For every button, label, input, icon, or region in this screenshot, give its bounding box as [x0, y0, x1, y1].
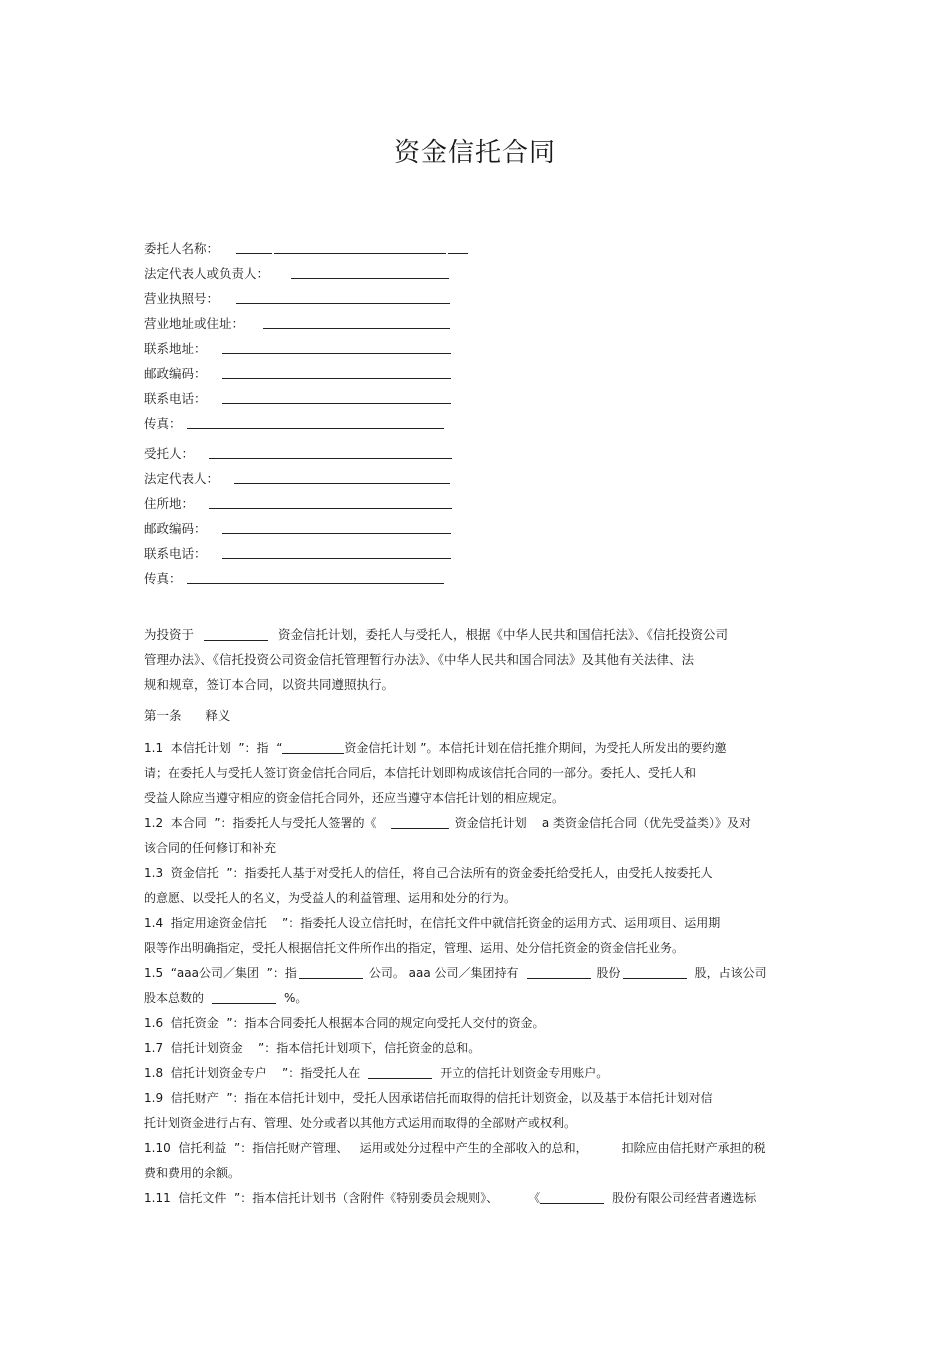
entrustor-info [144, 232, 468, 432]
text-line [144, 622, 799, 647]
field-label: 委托人名称： [144, 241, 220, 256]
text-line: 费和费用的余额。 [144, 1166, 241, 1180]
fill-line[interactable] [222, 532, 451, 534]
field-label: 受托人： [144, 446, 195, 461]
fill-line[interactable] [291, 277, 449, 279]
fill-blank[interactable] [540, 1191, 604, 1204]
fill-line[interactable] [234, 482, 450, 484]
text-segment: 1.10 信托利益 ”：指信托财产管理、 运用或处分过程中产生的全部收入的总和， [144, 1141, 588, 1155]
fill-line[interactable] [236, 252, 272, 254]
fill-line[interactable] [187, 427, 444, 429]
document-title: 资金信托合同 [393, 138, 556, 168]
entrustor-name-row [144, 232, 468, 257]
fill-line[interactable] [209, 457, 452, 459]
text-segment: 扣除应由信托财产承担的税 [621, 1141, 766, 1155]
text-segment: 《 [528, 1191, 541, 1205]
field-label: 营业地址或住址： [144, 316, 245, 331]
clauses-section [144, 736, 804, 1211]
trustee-name-row [144, 437, 452, 462]
fill-line[interactable] [209, 507, 452, 509]
trustee-info [144, 437, 452, 587]
fill-line[interactable] [274, 252, 446, 254]
text-segment: 为投资于 [144, 627, 195, 642]
heading-text: 第一条 释义 [144, 708, 231, 723]
fill-blank[interactable] [204, 628, 268, 641]
field-label: 住所地： [144, 496, 195, 511]
text-segment: 1.11 信托文件 ”：指本信托计划书（含附件《特别委员会规则》、 [144, 1191, 499, 1205]
field-label: 法定代表人： [144, 471, 220, 486]
text-segment: 股，占该公司 [694, 966, 767, 980]
text-line: 请；在委托人与受托人签订资金信托合同后，本信托计划即构成该信托合同的一部分。委托人、受托人和 [144, 766, 697, 780]
fill-blank[interactable] [527, 966, 591, 979]
field-label: 联系电话： [144, 546, 207, 561]
text-line: 托计划资金进行占有、管理、处分或者以其他方式运用而取得的全部财产或权利。 [144, 1116, 577, 1130]
entrustor-contact-address-row [144, 332, 468, 357]
text-segment: 股份 [596, 966, 621, 980]
fill-blank[interactable] [391, 816, 449, 829]
trustee-postcode-row [144, 512, 452, 537]
entrustor-legal-rep-row [144, 257, 468, 282]
clause-1-7: 1.7 信托计划资金 ”：指本信托计划项下，信托资金的总和。 [144, 1041, 481, 1055]
clause-1-6: 1.6 信托资金 ”：指本合同委托人根据本合同的规定向受托人交付的资金。 [144, 1016, 545, 1030]
trustee-fax-row [144, 562, 452, 587]
field-label: 传真： [144, 416, 182, 431]
text-segment: 资金信托计划 a 类资金信托合同（优先受益类）》及对 [454, 816, 751, 830]
trustee-domicile-row [144, 487, 452, 512]
fill-blank[interactable] [368, 1066, 432, 1079]
clause-1-8 [144, 1061, 804, 1086]
clause-1-11 [144, 1186, 804, 1211]
entrustor-address-row [144, 307, 468, 332]
text-segment: 开立的信托计划资金专用账户。 [440, 1066, 609, 1080]
entrustor-fax-row [144, 407, 468, 432]
text-segment: 资金信托计划 ”。本信托计划在信托推介期间，为受托人所发出的要约邀 [344, 741, 727, 755]
clause-1-2 [144, 811, 804, 836]
text-line: 的意愿、以受托人的名义，为受益人的利益管理、运用和处分的行为。 [144, 891, 517, 905]
fill-line[interactable] [222, 557, 451, 559]
field-label: 联系地址： [144, 341, 207, 356]
text-segment: 1.1 本信托计划 ”：指 “ [144, 741, 283, 755]
field-label: 邮政编码： [144, 366, 207, 381]
clause-1-10 [144, 1136, 804, 1161]
fill-line[interactable] [222, 377, 451, 379]
field-label: 传真： [144, 571, 182, 586]
trustee-legal-rep-row [144, 462, 452, 487]
text-segment: 1.2 本合同 ”：指委托人与受托人签署的《 [144, 816, 377, 830]
text-line: 该合同的任何修订和补充 [144, 841, 277, 855]
field-label: 联系电话： [144, 391, 207, 406]
text-line: 管理办法》、《信托投资公司资金信托管理暂行办法》、《中华人民共和国合同法》及其他有关法律、法 [144, 652, 695, 667]
text-segment: 资金信托计划，委托人与受托人，根据《中华人民共和国信托法》、《信托投资公司 [277, 627, 728, 642]
clause-1-1 [144, 736, 804, 761]
text-line: 规和规章，签订本合同，以资共同遵照执行。 [144, 677, 395, 692]
entrustor-phone-row [144, 382, 468, 407]
text-segment: 1.8 信托计划资金专户 ”：指受托人在 [144, 1066, 361, 1080]
text-segment: 1.5 “aaa公司／集团 ”：指 [144, 966, 297, 980]
article-heading [144, 703, 799, 728]
clause-1-3: 1.3 资金信托 ”：指委托人基于对受托人的信任，将自己合法所有的资金委托给受托人，由受托人按委托人 [144, 866, 713, 880]
fill-line[interactable] [222, 352, 451, 354]
trustee-phone-row [144, 537, 452, 562]
text-segment: 股本总数的 [144, 991, 205, 1005]
text-segment: %。 [284, 991, 308, 1005]
entrustor-postcode-row [144, 357, 468, 382]
clause-1-5 [144, 961, 804, 986]
fill-line[interactable] [222, 402, 451, 404]
fill-blank[interactable] [282, 741, 344, 754]
fill-blank[interactable] [623, 966, 687, 979]
text-line: 受益人除应当遵守相应的资金信托合同外，还应当遵守本信托计划的相应规定。 [144, 791, 565, 805]
clause-1-4: 1.4 指定用途资金信托 ”：指委托人设立信托时，在信托文件中就信托资金的运用方式、运用项目、运用期 [144, 916, 721, 930]
text-line [144, 986, 804, 1011]
text-line: 限等作出明确指定，受托人根据信托文件所作出的指定，管理、运用、处分信托资金的资金信托业务。 [144, 941, 685, 955]
fill-line[interactable] [448, 252, 468, 254]
clause-1-9: 1.9 信托财产 ”：指在本信托计划中，受托人因承诺信托而取得的信托计划资金，以及基于本信托计划对信 [144, 1091, 713, 1105]
field-label: 邮政编码： [144, 521, 207, 536]
entrustor-license-row [144, 282, 468, 307]
fill-line[interactable] [263, 327, 450, 329]
fill-blank[interactable] [299, 966, 363, 979]
intro-paragraph [144, 622, 799, 697]
field-label: 营业执照号： [144, 291, 220, 306]
fill-line[interactable] [236, 302, 450, 304]
text-segment: 股份有限公司经营者遴选标 [612, 1191, 757, 1205]
text-segment: 公司。 aaa 公司／集团持有 [368, 966, 519, 980]
field-label: 法定代表人或负责人： [144, 266, 270, 281]
fill-line[interactable] [187, 582, 444, 584]
fill-blank[interactable] [212, 991, 276, 1004]
